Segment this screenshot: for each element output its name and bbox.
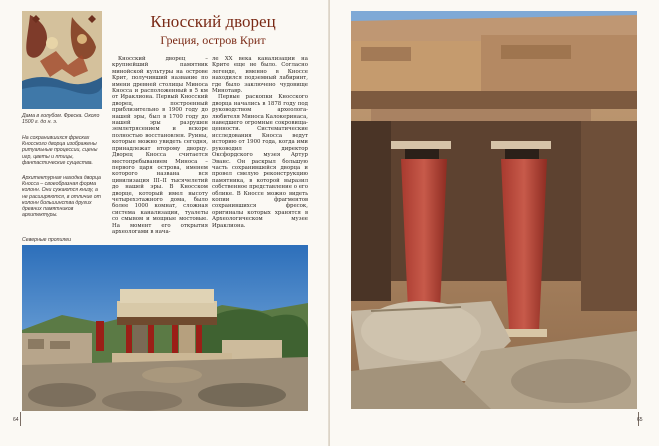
page-subtitle: Греция, остров Крит xyxy=(160,33,266,47)
north-portico-photo xyxy=(22,245,308,411)
body-paragraph: ле XX века канализации на Крите еще не было. Согласно легенде, именно в Кноссе находился подземный лабиринт, где было заключено чудовище Минотавр. xyxy=(212,56,308,95)
page-number-rule xyxy=(20,412,21,426)
body-paragraph: Кносский дворец – крупнейший памятник минойской культуры на острове Крит, получивший название по имени древней столицы Миноса Кносса и расположенный в 5 км от Ираклиона. Первый Кносский дворец, построенный приблизительно в 1900 году до нашей эры, был в 1700 году до нашей эры разрушен землетрясением и вскоре полностью восстановлен. Руины, которые можно увидеть сегодня, принадлежат второму дворцу. Дворец Кносса считается местопребыванием Миноса – первого царя острова, именем которого названа вся цивилизация III–II тысячелетий до нашей эры. В Кносском дворце, который имел высоту четырехэтажного дома, было более 1000 комнат, сложная система канализации, туалеты со смывом и мощные мостовые. На момент его открытия археологами в нача- xyxy=(112,56,208,235)
fresco-image xyxy=(22,11,102,109)
architecture-caption: Архитектурная находка дворца Кносса – своеобразная форма колонн. Они сужаются книзу, а не расширяются, в отличие от колонн большинства других древних памятников архитектуры. xyxy=(22,175,101,219)
page-title: Кносский дворец xyxy=(150,12,276,31)
page-number-right: 65 xyxy=(637,417,643,423)
body-column-1 xyxy=(112,56,208,235)
fresco-caption: Дама в голубом. Фреска. Около 1500 г. до н. э. xyxy=(22,113,100,126)
body-paragraph: Первые раскопки Кносского дворца начались в 1878 году под руководством археолога-любителя Миноса Калокеринаса, наведшего огромные сокровища-ценности. Систематические исследования Кносса ведут историю от 1900 года, когда ими руководил директор Оксфордского музея Артур Эванс. Он раскрыл большую часть сохранившейся дворца и провел смелую реконструкцию памятника, в которой выразил собственное представление о его облике. В Кноссе можно видеть копии фрагментов сохранившихся фресок, оригиналы которых хранятся в Археологическом музее Ираклиона. xyxy=(212,94,308,229)
frescoes-note-caption: На сохранившихся фресках Кносского дворца изображены ритуальные процессии, сцены игр, цветы и птицы, фантастические существа. xyxy=(22,135,98,166)
knossos-columns-photo xyxy=(351,11,637,409)
north-portico-caption: Северные пропилеи xyxy=(22,237,72,243)
page-number-left: 64 xyxy=(13,417,19,423)
body-column-2 xyxy=(212,56,308,229)
